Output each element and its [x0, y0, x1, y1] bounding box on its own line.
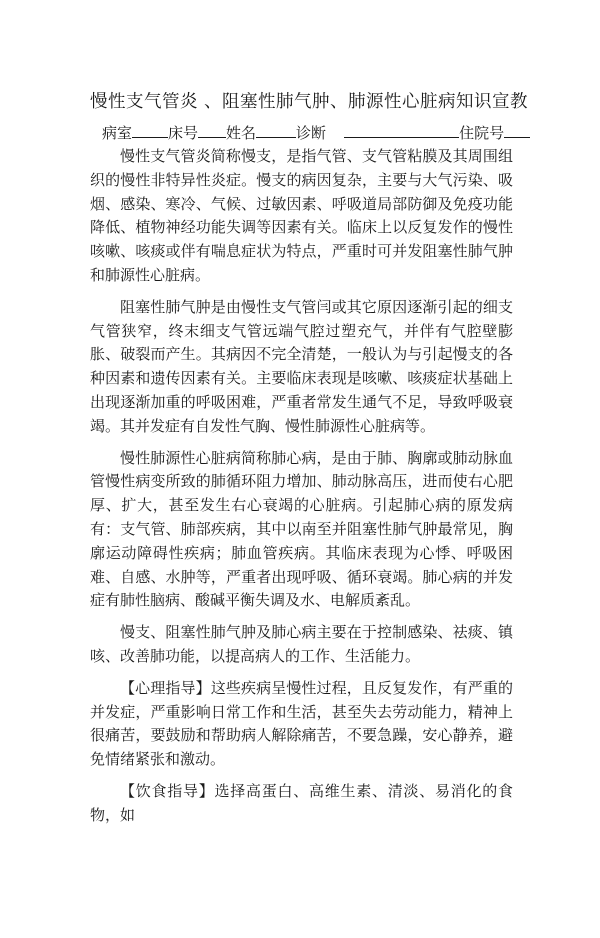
paragraph-emphysema: 阻塞性肺气肿是由慢性支气管闫或其它原因逐渐引起的细支气管狭窄，终末细支气管远端气腔过塑充气，并伴有气腔壁膨胀、破裂而产生。其病因不完全清楚，一般认为与引起慢支的各种因素和遗传因素有关。主要临床表现是咳嗽、咳痰症状基础上出现逐渐加重的呼吸困难，严重者常发生通气不足，导致呼吸衰竭。其并发症有自发性气胸、慢性肺源性心脏病等。: [90, 297, 513, 435]
diagnosis-blank: [344, 122, 459, 138]
document-body: [90, 145, 513, 828]
paragraph-psych-guidance: [90, 677, 513, 772]
patient-info-line: [90, 122, 513, 143]
diet-text: 选择高蛋白、高维生素、清淡、易消化的食物，如: [90, 781, 513, 824]
name-blank: [256, 122, 296, 138]
ward-blank: [132, 122, 168, 138]
bed-label: 床号: [168, 124, 199, 142]
diet-heading: 【饮食指导】: [120, 781, 215, 800]
admission-blank: [504, 122, 530, 138]
bed-blank: [198, 122, 226, 138]
name-label: 姓名: [226, 124, 257, 142]
diagnosis-label: 诊断: [296, 124, 327, 142]
paragraph-cor-pulmonale: 慢性肺源性心脏病简称肺心病，是由于肺、胸廓或肺动脉血管慢性病变所致的肺循环阻力增加、肺动脉高压，进而使右心肥厚、扩大，甚至发生右心衰竭的心脏病。引起肺心病的原发病有：支气管、肺部疾病，其中以南至并阻塞性肺气肿最常见，胸廓运动障碍性疾病；肺血管疾病。其临床表现为心悸、呼吸困难、自感、水肿等，严重者出现呼吸、循环衰竭。肺心病的并发症有肺性脑病、酸碱平衡失调及水、电解质紊乱。: [90, 448, 513, 610]
paragraph-diet-guidance: [90, 780, 513, 828]
admission-label: 住院号: [459, 124, 505, 142]
paragraph-treatment: 慢支、阻塞性肺气肿及肺心病主要在于控制感染、祛痰、镇咳、改善肺功能，以提高病人的工作、生活能力。: [90, 623, 513, 665]
ward-label: 病室: [102, 124, 133, 142]
document-page: [0, 88, 600, 938]
document-title: 慢性支气管炎 、阻塞性肺气肿、肺源性心脏病知识宣教: [90, 92, 529, 112]
psych-heading: 【心理指导】: [120, 678, 211, 697]
psych-text: 这些疾病呈慢性过程，且反复发作，有严重的并发症，严重影响日常工作和生活，甚至失去劳动能力，精神上很痛苦，要鼓励和帮助病人解除痛苦，不要急躁，安心静养，避免情绪紧张和激动。: [90, 678, 513, 769]
paragraph-chronic-bronchitis: 慢性支气管炎简称慢支，是指气管、支气管粘膜及其周围组织的慢性非特异性炎症。慢支的病因复杂，主要与大气污染、吸烟、感染、寒冷、气候、过敏因素、呼吸道局部防御及免疫功能降低、植物神经功能失调等因素有关。临床上以反复发作的慢性咳嗽、咳痰或伴有喘息症状为特点，严重时可并发阻塞性肺气肿和肺源性心脏病。: [90, 147, 513, 284]
